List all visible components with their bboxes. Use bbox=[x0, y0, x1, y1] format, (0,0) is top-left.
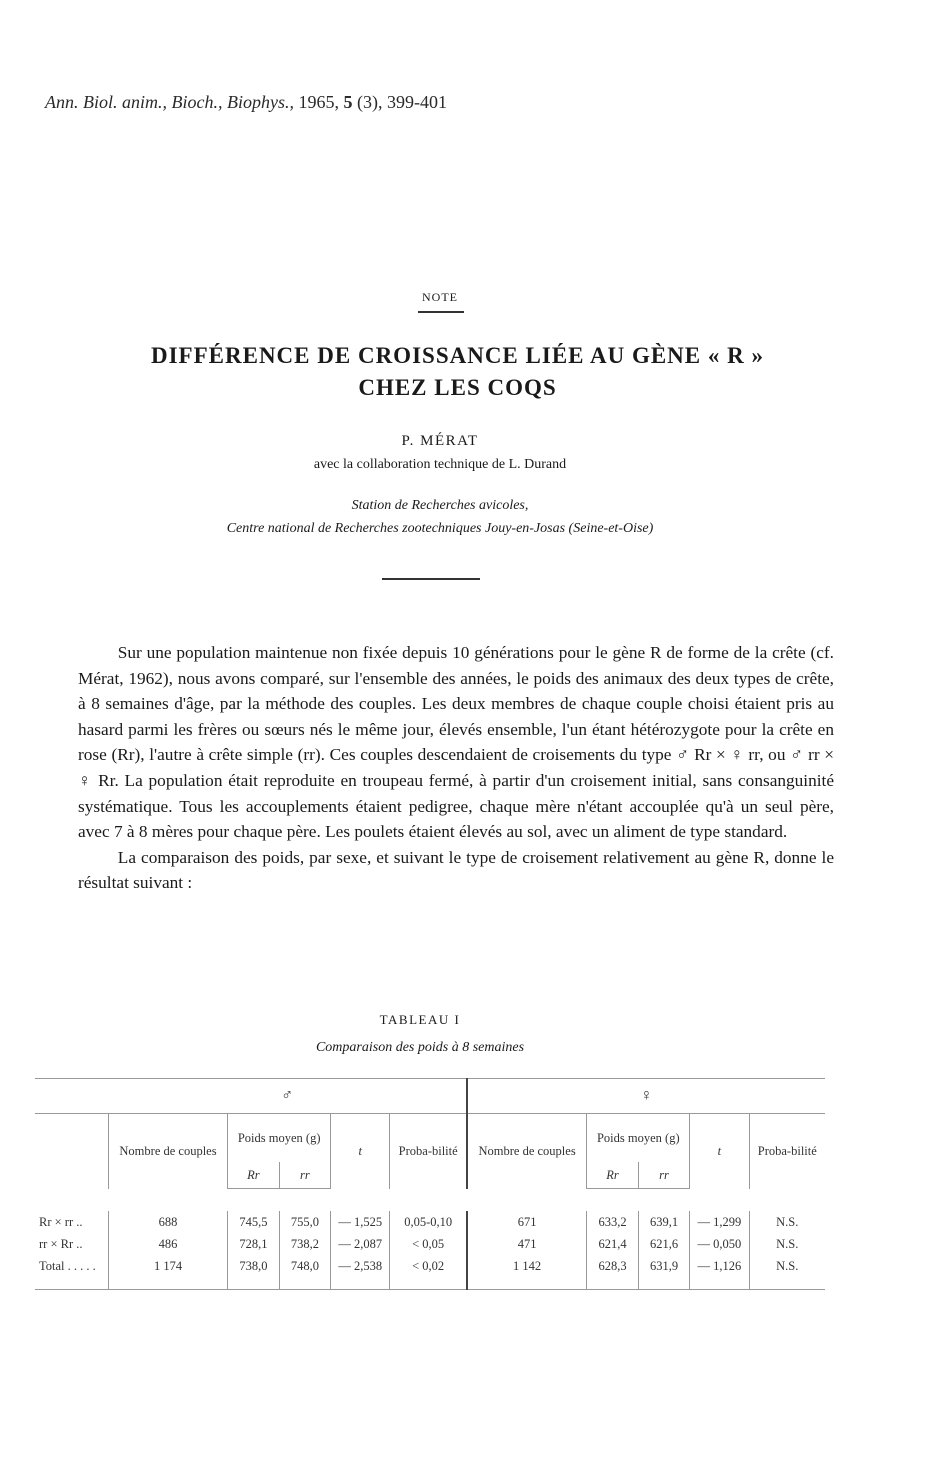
cell: — 2,087 bbox=[331, 1233, 390, 1255]
cell: 1 142 bbox=[467, 1255, 587, 1290]
kicker-rule bbox=[418, 311, 464, 313]
citation-year: 1965, bbox=[298, 92, 339, 112]
table-caption: Comparaison des poids à 8 semaines bbox=[315, 1040, 525, 1055]
cell: 748,0 bbox=[279, 1255, 331, 1290]
title-line-1: DIFFÉRENCE DE CROISSANCE LIÉE AU GÈNE « R » bbox=[151, 343, 764, 368]
note-kicker: NOTE bbox=[422, 290, 458, 304]
table-row bbox=[35, 1211, 825, 1233]
row-label: Rr × rr .. bbox=[39, 1214, 83, 1229]
table-row bbox=[35, 1233, 825, 1255]
collaboration-note: avec la collaboration technique de L. Durand bbox=[313, 457, 567, 472]
affiliation-1: Station de Recherches avicoles, bbox=[351, 498, 529, 513]
cell: 1 174 bbox=[108, 1255, 227, 1290]
cell: — 1,126 bbox=[690, 1255, 749, 1290]
cell: — 0,050 bbox=[690, 1233, 749, 1255]
male-header: ♂ bbox=[108, 1079, 467, 1114]
male-rr-header: rr bbox=[279, 1162, 331, 1189]
cell: 621,4 bbox=[587, 1233, 638, 1255]
male-p-header: Proba-bilité bbox=[390, 1114, 467, 1189]
female-header: ♀ bbox=[467, 1079, 825, 1114]
cell: 621,6 bbox=[638, 1233, 690, 1255]
affiliation-2: Centre national de Recherches zootechniques Jouy-en-Josas (Seine-et-Oise) bbox=[226, 521, 654, 536]
cell: 688 bbox=[108, 1211, 227, 1233]
male-weight-header: Poids moyen (g) bbox=[228, 1114, 331, 1163]
cell: 738,0 bbox=[228, 1255, 279, 1290]
male-Rr-header: Rr bbox=[228, 1162, 279, 1189]
table-label: TABLEAU I bbox=[379, 1012, 461, 1027]
cell: — 1,525 bbox=[331, 1211, 390, 1233]
cell: 738,2 bbox=[279, 1233, 331, 1255]
cell: 639,1 bbox=[638, 1211, 690, 1233]
weight-comparison-table bbox=[35, 1078, 825, 1290]
female-rr-header: rr bbox=[638, 1162, 690, 1189]
cell: — 1,299 bbox=[690, 1211, 749, 1233]
article-body bbox=[78, 640, 834, 896]
cell: 0,05-0,10 bbox=[390, 1211, 467, 1233]
title-line-2: CHEZ LES COQS bbox=[358, 375, 557, 400]
cell: N.S. bbox=[749, 1211, 825, 1233]
male-n-header: Nombre de couples bbox=[108, 1114, 227, 1189]
paragraph-1: Sur une population maintenue non fixée depuis 10 générations pour le gène R de forme de la crête (cf. Mérat, 1962), nous avons comparé, sur l'ensemble des années, le poids des animaux des deux types de crête, à 8 semaines d'âge, par la méthode des couples. Les deux membres de chaque couple choisi étaient pris au hasard parmi les frères ou sœurs nés le même jour, élevés ensemble, l'un étant hétérozygote pour la crête en rose (Rr), l'autre à crête simple (rr). Ces couples descendaient de croisements du type ♂ Rr × ♀ rr, ou ♂ rr × ♀ Rr. La population était reproduite en troupeau fermé, à partir d'un croisement initial, sans consanguinité systématique. Tous les accouplements étaient pedigree, chaque mère n'étant accouplée qu'à un seul père, avec 7 à 8 mères pour chaque père. Les poulets étaient élevés au sol, avec un aliment de type standard. bbox=[78, 643, 834, 842]
row-label: rr × Rr .. bbox=[39, 1236, 83, 1251]
cell: 633,2 bbox=[587, 1211, 638, 1233]
cell: — 2,538 bbox=[331, 1255, 390, 1290]
female-t-header: t bbox=[690, 1114, 749, 1189]
cell: N.S. bbox=[749, 1233, 825, 1255]
cell: 628,3 bbox=[587, 1255, 638, 1290]
female-n-header: Nombre de couples bbox=[467, 1114, 587, 1189]
cell: < 0,02 bbox=[390, 1255, 467, 1290]
article-title bbox=[30, 340, 885, 404]
cell: < 0,05 bbox=[390, 1233, 467, 1255]
cell: N.S. bbox=[749, 1255, 825, 1290]
citation-line bbox=[45, 92, 447, 113]
citation-journal: Ann. Biol. anim., Bioch., Biophys., bbox=[45, 92, 294, 112]
female-p-header: Proba-bilité bbox=[749, 1114, 825, 1189]
cell: 728,1 bbox=[228, 1233, 279, 1255]
author: P. MÉRAT bbox=[401, 433, 479, 449]
citation-volume: 5 bbox=[343, 92, 353, 112]
female-weight-header: Poids moyen (g) bbox=[587, 1114, 690, 1163]
cell: 471 bbox=[467, 1233, 587, 1255]
section-separator bbox=[382, 578, 480, 580]
cell: 631,9 bbox=[638, 1255, 690, 1290]
row-label: Total . . . . . bbox=[35, 1255, 108, 1290]
table-row bbox=[35, 1255, 825, 1290]
female-Rr-header: Rr bbox=[587, 1162, 638, 1189]
male-t-header: t bbox=[331, 1114, 390, 1189]
cell: 745,5 bbox=[228, 1211, 279, 1233]
cell: 486 bbox=[108, 1233, 227, 1255]
cell: 671 bbox=[467, 1211, 587, 1233]
paragraph-2: La comparaison des poids, par sexe, et suivant le type de croisement relativement au gène R, donne le résultat suivant : bbox=[78, 847, 834, 893]
cell: 755,0 bbox=[279, 1211, 331, 1233]
citation-pages: (3), 399-401 bbox=[356, 92, 447, 112]
